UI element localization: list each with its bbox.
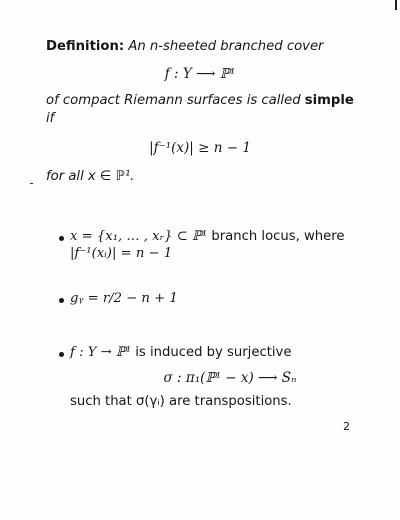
definition-line-2-text: of compact Riemann surfaces is called [46,93,305,108]
edge-mark [395,0,397,10]
bullet-dot-3 [59,352,64,357]
bullet-3-line-3: such that σ(γᵢ) are transpositions. [70,394,292,409]
branch-locus-formula: x = {x₁, … , xᵣ} ⊂ ℙ¹ [70,229,208,244]
condition-formula: |f⁻¹(x)| ≥ n − 1 [149,140,251,156]
definition-line [46,39,323,55]
bullet-1-line-1 [70,229,345,245]
page-number: 2 [343,420,350,433]
definition-line-3: if [46,111,55,126]
definition-heading: Definition: [46,39,125,54]
map-formula: f : Y ⟶ ℙ¹ [164,66,236,82]
definition-line-2 [46,93,354,109]
bullet-3-line-1 [70,345,291,361]
bullet-1-line-2: |f⁻¹(xᵢ)| = n − 1 [70,246,173,261]
monodromy-formula: σ : π₁(ℙ¹ − x) ⟶ Sₙ [163,370,297,386]
bullet-dot-2 [59,298,64,303]
bullet-3-text: is induced by surjective [131,345,292,360]
genus-formula: gᵧ = r/2 − n + 1 [70,291,178,306]
keyword-simple: simple [304,93,354,108]
bullet-1-text: branch locus, where [207,229,345,244]
margin-tick [30,183,33,184]
cover-map-formula: f : Y → ℙ¹ [70,345,132,360]
definition-text: An n-sheeted branched cover [124,39,324,54]
definition-line-4: for all x ∈ ℙ¹. [46,169,135,184]
bullet-dot-1 [59,236,64,241]
